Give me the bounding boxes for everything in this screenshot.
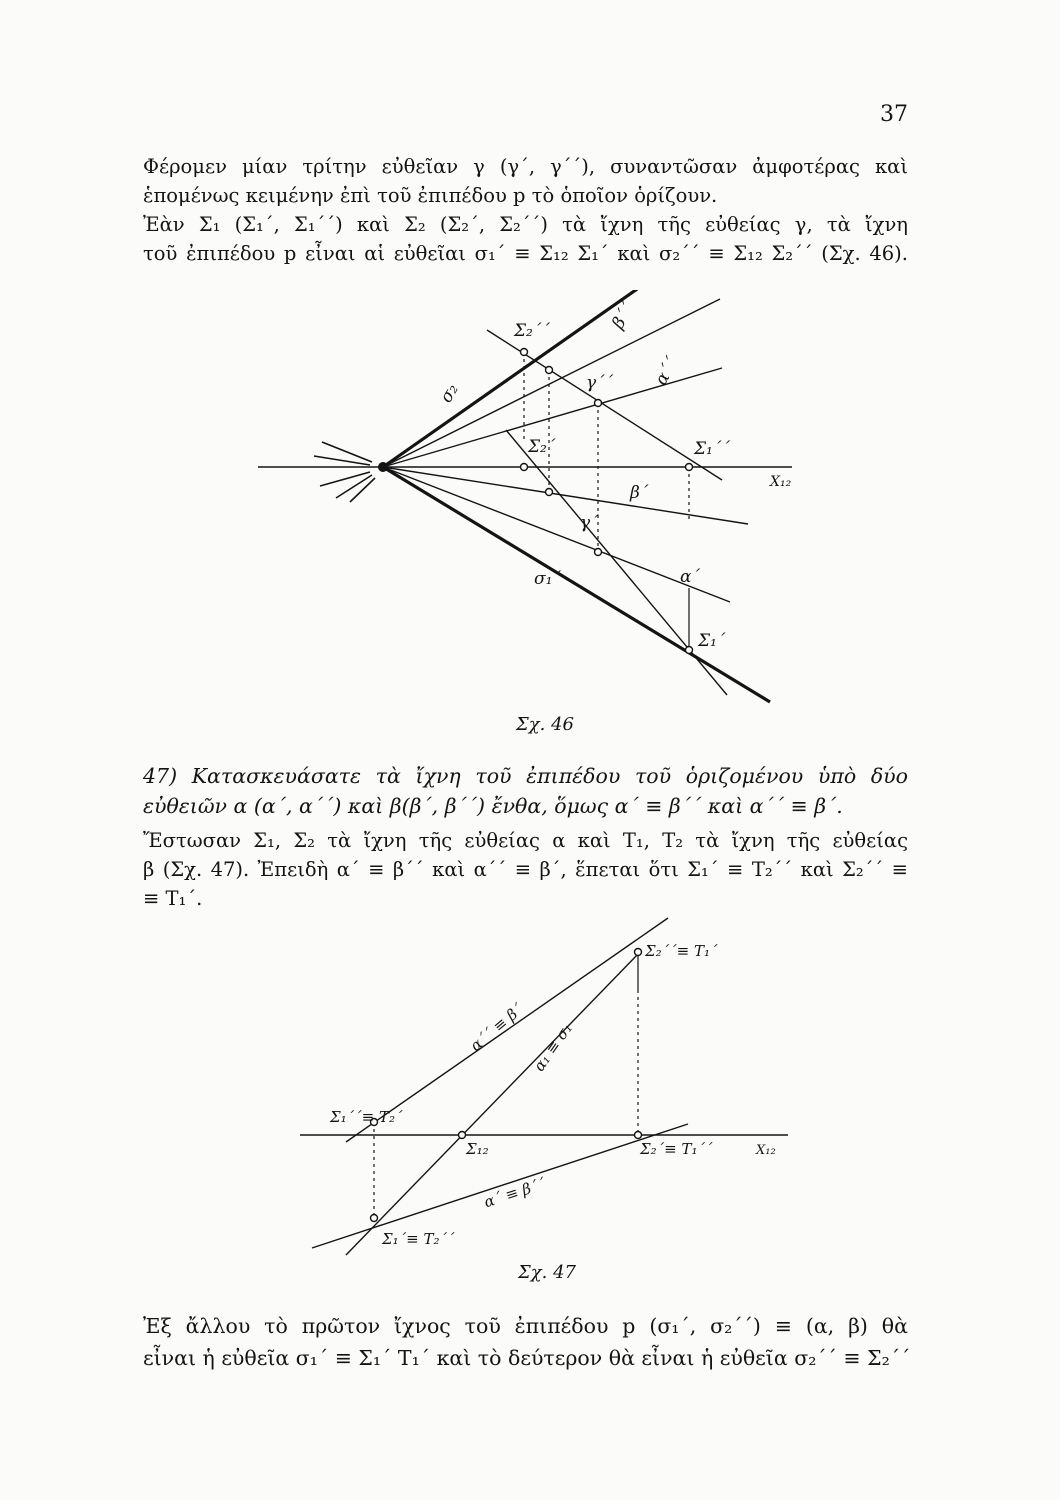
line-beta-p bbox=[383, 467, 748, 524]
label-alpha-pp-eq-beta-p: α΄΄ ≡ β΄ bbox=[466, 1000, 527, 1055]
label-alpha-pp: α΄΄ bbox=[651, 354, 683, 389]
label-gamma-p: γ΄ bbox=[580, 513, 599, 533]
text-line: β (Σχ. 47). Ἐπειδὴ α΄ ≡ β΄΄ καὶ α΄΄ ≡ β΄, ἕπεται ὅτι Σ₁΄ ≡ Τ₂΄΄ καὶ Σ₂΄΄ ≡ bbox=[143, 858, 908, 881]
text-line: τοῦ ἐπιπέδου p εἶναι αἱ εὐθεῖαι σ₁΄ ≡ Σ₁₂ Σ₁΄ καὶ σ₂΄΄ ≡ Σ₁₂ Σ₂΄΄ (Σχ. 46). bbox=[143, 242, 908, 265]
paragraph-2 bbox=[143, 826, 908, 913]
label-alpha-p-eq-beta-pp: α΄ ≡ β΄΄ bbox=[481, 1174, 548, 1212]
label-sigma-1: σ₁΄ bbox=[534, 569, 561, 589]
text-line: 47) Κατασκευάσατε τὰ ἴχνη τοῦ ἐπιπέδου τοῦ ὁριζομένου ὑπὸ δύο bbox=[143, 764, 908, 788]
text-line: ≡ Τ₁΄. bbox=[143, 887, 203, 910]
problem-47 bbox=[143, 761, 908, 821]
label-S12: Σ₁₂ bbox=[466, 1140, 489, 1158]
text-line: Ἐξ ἄλλου τὸ πρῶτον ἴχνος τοῦ ἐπιπέδου p (σ₁΄, σ₂΄΄) ≡ (α, β) θὰ bbox=[143, 1314, 908, 1338]
line-alpha-p-beta-pp bbox=[312, 1124, 688, 1248]
figure-46 bbox=[0, 290, 1060, 730]
label-alpha1-eq-sigma1: α₁ ≡ σ₁ bbox=[530, 1019, 577, 1075]
label-alpha-p: α΄ bbox=[680, 567, 700, 587]
page-number: 37 bbox=[880, 102, 908, 127]
label-x12: X₁₂ bbox=[770, 474, 792, 490]
text-line: εὐθειῶν α (α΄, α΄΄) καὶ β(β΄, β΄΄) ἔνθα, ὅμως α΄ ≡ β΄΄ καὶ α΄΄ ≡ β΄. bbox=[143, 794, 843, 818]
trace-s1 bbox=[383, 467, 770, 702]
label-beta-p: β΄ bbox=[630, 483, 649, 503]
figure-47 bbox=[0, 910, 1060, 1290]
text-line: ἑπομένως κειμένην ἐπὶ τοῦ ἐπιπέδου p τὸ ὁποῖον ὁρίζουν. bbox=[143, 184, 718, 207]
text-line: Ἐὰν Σ₁ (Σ₁΄, Σ₁΄΄) καὶ Σ₂ (Σ₂΄, Σ₂΄΄) τὰ ἴχνη τῆς εὐθείας γ, τὰ ἴχνη bbox=[143, 213, 908, 236]
paragraph-3 bbox=[143, 1310, 911, 1374]
figure-46-caption: Σχ. 46 bbox=[516, 714, 574, 735]
text-line: Ἔστωσαν Σ₁, Σ₂ τὰ ἴχνη τῆς εὐθείας α καὶ Τ₁, Τ₂ τὰ ἴχνη τῆς εὐθείας bbox=[143, 829, 908, 852]
label-S1pp-T2p: Σ₁΄΄≡ Τ₂΄ bbox=[330, 1108, 403, 1126]
line-alpha1-sigma1 bbox=[346, 952, 640, 1255]
paragraph-1 bbox=[143, 152, 908, 268]
label-S1p-T2pp: Σ₁΄≡ Τ₂΄΄ bbox=[382, 1230, 455, 1248]
label-S1pp: Σ₁΄΄ bbox=[694, 439, 730, 459]
figure-47-caption: Σχ. 47 bbox=[518, 1262, 576, 1283]
label-S1p: Σ₁΄ bbox=[698, 631, 726, 651]
label-S2p: Σ₂΄ bbox=[528, 437, 556, 457]
text-line: εἶναι ἡ εὐθεῖα σ₁΄ ≡ Σ₁΄ Τ₁΄ καὶ τὸ δεύτερον θὰ εἶναι ἡ εὐθεῖα σ₂΄΄ ≡ Σ₂΄΄ bbox=[143, 1346, 911, 1370]
label-S2pp: Σ₂΄΄ bbox=[514, 321, 550, 341]
label-sigma-2: σ₂ bbox=[436, 380, 463, 407]
label-x12: X₁₂ bbox=[756, 1143, 776, 1158]
text-line: Φέρομεν μίαν τρίτην εὐθεῖαν γ (γ΄, γ΄΄), συναντῶσαν ἀμφοτέρας καὶ bbox=[143, 155, 908, 178]
label-beta-pp: β΄΄ bbox=[608, 299, 639, 333]
label-S2p-T1pp: Σ₂΄≡ Τ₁΄΄ bbox=[640, 1140, 713, 1158]
label-S2pp-T1p: Σ₂΄΄≡ Τ₁΄ bbox=[645, 942, 718, 960]
label-gamma-pp: γ΄΄ bbox=[586, 373, 614, 393]
